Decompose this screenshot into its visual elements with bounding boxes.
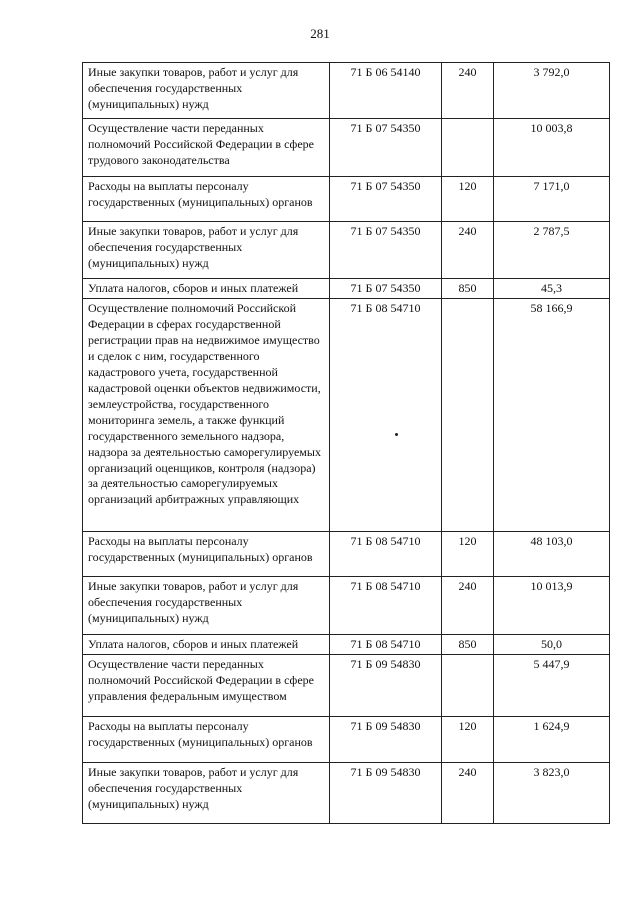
row-code-cell: 71 Б 06 54140: [330, 63, 442, 119]
table-row: [83, 222, 610, 279]
row-amount-cell: 1 624,9: [494, 717, 610, 763]
table-row: [83, 577, 610, 635]
row-type-cell: 240: [442, 577, 494, 635]
row-type-cell: [442, 119, 494, 177]
row-name-cell: Осуществление части переданных полномочий Российской Федерации в сфере трудового законодательства: [83, 119, 330, 177]
budget-table: [82, 62, 610, 824]
budget-table-body: [83, 63, 610, 824]
row-type-cell: 120: [442, 177, 494, 222]
row-code-cell: 71 Б 07 54350: [330, 119, 442, 177]
row-code-cell: 71 Б 07 54350: [330, 279, 442, 299]
row-type-cell: 850: [442, 279, 494, 299]
row-code-cell: 71 Б 08 54710: [330, 635, 442, 655]
row-amount-cell: 10 013,9: [494, 577, 610, 635]
table-row: [83, 717, 610, 763]
table-row: [83, 279, 610, 299]
table-row: [83, 119, 610, 177]
row-name-cell: Иные закупки товаров, работ и услуг для обеспечения государственных (муниципальных) нужд: [83, 63, 330, 119]
row-code-cell: 71 Б 07 54350: [330, 177, 442, 222]
row-amount-cell: 3 823,0: [494, 763, 610, 824]
row-name-cell: Осуществление части переданных полномочий Российской Федерации в сфере управления федеральным имуществом: [83, 655, 330, 717]
row-name-cell: Осуществление полномочий Российской Федерации в сферах государственной регистрации прав на недвижимое имущество и сделок с ним, государственного кадастрового учета, государственной кадастровой оценки объектов недвижимости, землеустройства, государственного мониторинга земель, а также функций государственного земельного надзора, надзора за деятельностью саморегулируемых организаций оценщиков, контроля (надзора) за деятельностью саморегулируемых организаций арбитражных управляющих: [83, 299, 330, 532]
row-code-cell: 71 Б 08 54710: [330, 577, 442, 635]
table-row: [83, 635, 610, 655]
row-type-cell: [442, 299, 494, 532]
page-number: 281: [310, 26, 330, 41]
table-row: [83, 655, 610, 717]
stray-dot-mark: [395, 433, 398, 436]
table-row: [83, 177, 610, 222]
row-type-cell: 240: [442, 63, 494, 119]
table-row: [83, 299, 610, 532]
row-amount-cell: 48 103,0: [494, 532, 610, 577]
row-code-cell: 71 Б 09 54830: [330, 655, 442, 717]
row-type-cell: 240: [442, 222, 494, 279]
row-name-cell: Расходы на выплаты персоналу государственных (муниципальных) органов: [83, 177, 330, 222]
row-amount-cell: 50,0: [494, 635, 610, 655]
row-code-cell: 71 Б 09 54830: [330, 717, 442, 763]
row-amount-cell: 10 003,8: [494, 119, 610, 177]
row-amount-cell: 45,3: [494, 279, 610, 299]
row-name-cell: Иные закупки товаров, работ и услуг для обеспечения государственных (муниципальных) нужд: [83, 222, 330, 279]
row-type-cell: 120: [442, 717, 494, 763]
table-row: [83, 63, 610, 119]
row-code-cell: 71 Б 08 54710: [330, 299, 442, 532]
row-type-cell: [442, 655, 494, 717]
row-name-cell: Уплата налогов, сборов и иных платежей: [83, 635, 330, 655]
row-name-cell: Расходы на выплаты персоналу государственных (муниципальных) органов: [83, 532, 330, 577]
table-row: [83, 763, 610, 824]
row-amount-cell: 2 787,5: [494, 222, 610, 279]
table-row: [83, 532, 610, 577]
row-name-cell: Уплата налогов, сборов и иных платежей: [83, 279, 330, 299]
row-name-cell: Иные закупки товаров, работ и услуг для обеспечения государственных (муниципальных) нужд: [83, 577, 330, 635]
row-type-cell: 120: [442, 532, 494, 577]
row-amount-cell: 7 171,0: [494, 177, 610, 222]
row-amount-cell: 58 166,9: [494, 299, 610, 532]
row-code-cell: 71 Б 07 54350: [330, 222, 442, 279]
row-type-cell: 240: [442, 763, 494, 824]
row-code-cell: 71 Б 09 54830: [330, 763, 442, 824]
row-code-cell: 71 Б 08 54710: [330, 532, 442, 577]
row-type-cell: 850: [442, 635, 494, 655]
row-name-cell: Иные закупки товаров, работ и услуг для обеспечения государственных (муниципальных) нужд: [83, 763, 330, 824]
row-amount-cell: 3 792,0: [494, 63, 610, 119]
row-name-cell: Расходы на выплаты персоналу государственных (муниципальных) органов: [83, 717, 330, 763]
row-amount-cell: 5 447,9: [494, 655, 610, 717]
